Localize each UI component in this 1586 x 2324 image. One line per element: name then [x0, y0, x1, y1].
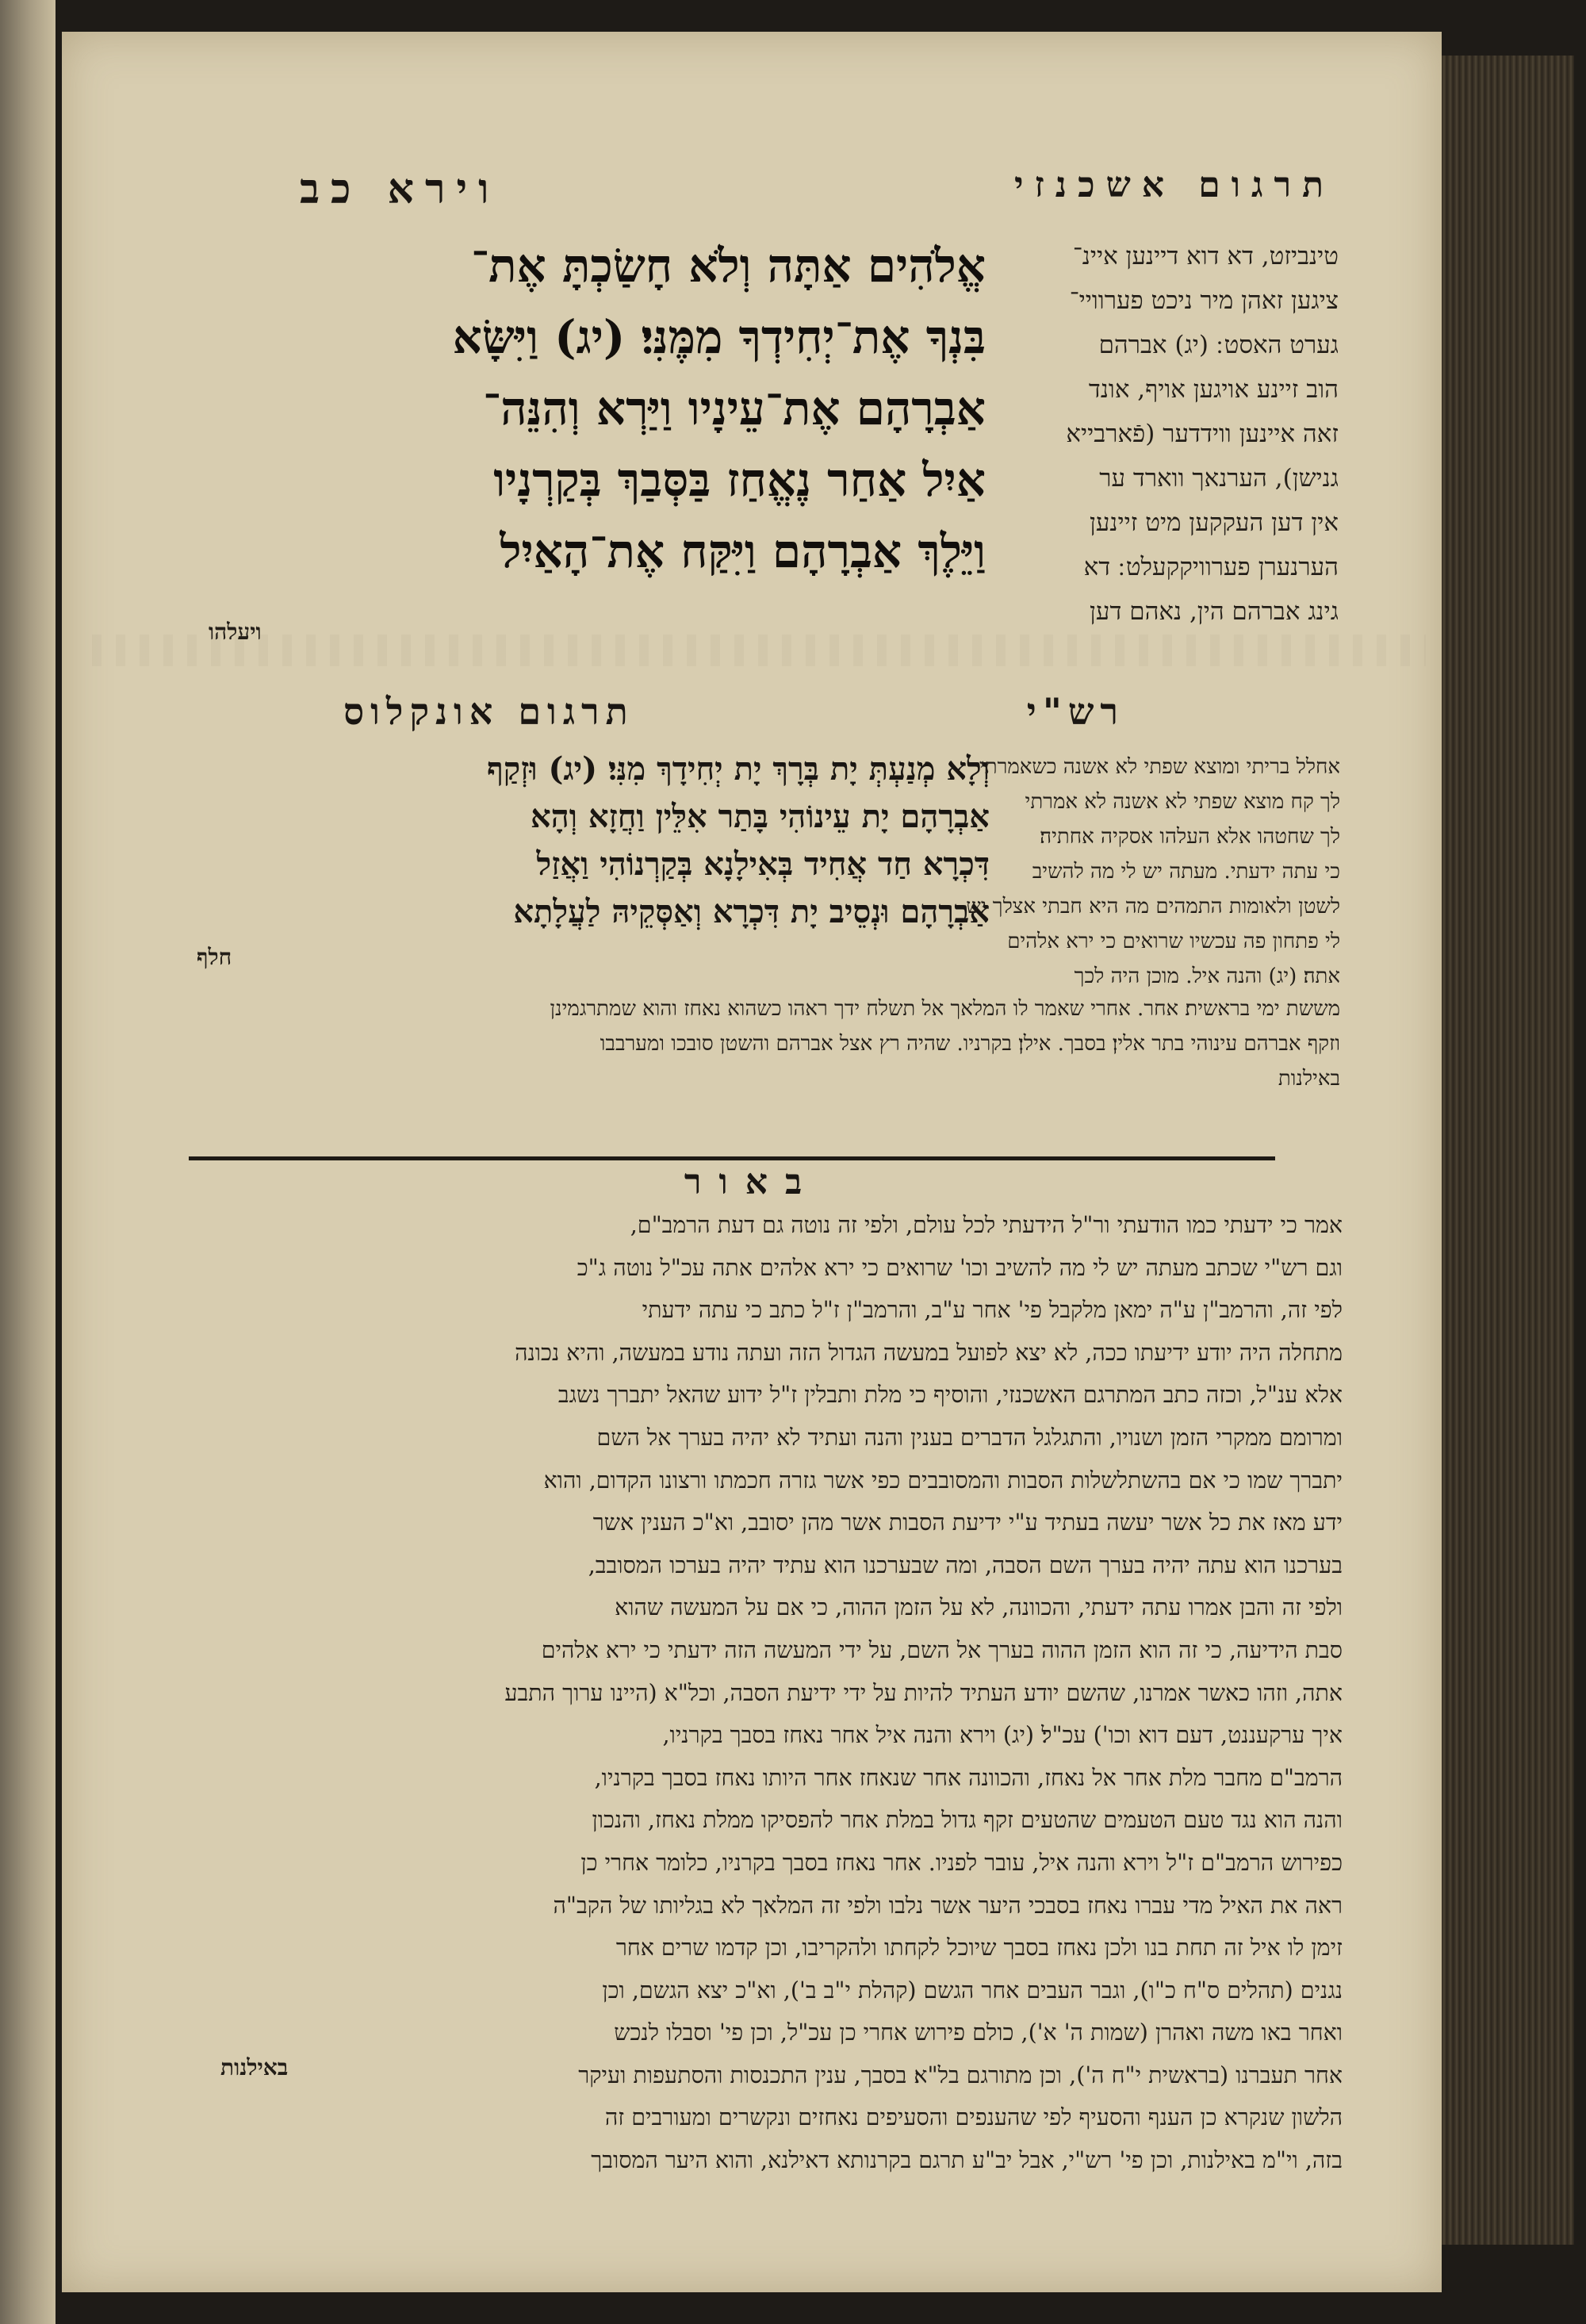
- header-parsha-chapter: וירא כב: [300, 165, 500, 213]
- torah-line: אַבְרָהָם אֶת־עֵינָיו וַיַּרְא וְהִנֵּה־: [483, 382, 986, 435]
- biur-catchword: באילנות: [220, 2054, 289, 2080]
- rashi-line: באילנות: [1278, 1067, 1340, 1091]
- rashi-line: כי עתה ידעתי. מעתה יש לי מה להשיב: [1032, 860, 1340, 884]
- rashi-line: וזקף אברהם עינוהי בתר אלין׃ בסבך. אילן׃ בקרניו. שהיה רץ אצל אברהם והשטן סובכו ומערבבו: [600, 1032, 1340, 1056]
- previous-page-edge: [0, 0, 56, 2324]
- header-biur: באור: [684, 1162, 820, 1202]
- biur-line: מתחלה היה יודע ידיעתו ככה, לא יצא לפועל במעשה הגדול הזה ועתה נודע במעשה, והיא נכונה: [515, 1339, 1343, 1366]
- rashi-line: מששת ימי בראשית׃ אחר. אחרי שאמר לו המלאך אל תשלח ידך ראהו כשהוא נאחז והוא שמתרגמינן: [550, 997, 1340, 1021]
- biur-line: אחר תעברנו (בראשית י"ח ה'), וכן מתורגם בל"א׃ בסבך, ענין התכנסות והסתעפות ועיקר: [578, 2061, 1343, 2088]
- rashi-line: לך שחטהו אלא העלהו אסקיה אחתיה׃: [1040, 825, 1340, 849]
- rashi-line: לשטן ולאומות התמהים מה היא חבתי אצלך יש: [966, 895, 1340, 918]
- biur-line: והנה הוא נגד טעם הטעמים שהטעים זקף גדול במלת אחר להפסיקו ממלת נאחז, והנכון: [592, 1807, 1343, 1834]
- german-line: זאה איינען ווידדער (פֿארבייא: [1066, 420, 1339, 448]
- torah-line: וַיֵּלֶךְ אַבְרָהָם וַיִּקַּח אֶת־הָאַיִל: [500, 524, 986, 578]
- german-line: ציגען זאהן מיר ניכט פערוויי־: [1069, 286, 1339, 315]
- rashi-full-width: [254, 991, 1340, 1096]
- onkelos-line: אַבְרָהָם יָת עֵינוֹהִי בָּתַר אִלֵּין וַחֲזָא וְהָא: [531, 798, 990, 835]
- biur-commentary: [244, 1204, 1343, 2182]
- book-page: [62, 32, 1442, 2292]
- bleed-through-text: [1339, 190, 1426, 222]
- german-line: גינג אברהם הין, נאהם דען: [1090, 597, 1339, 626]
- torah-catchword: ויעלהו: [209, 619, 262, 645]
- rashi-line: לי פתחון פה עכשיו שרואים כי ירא אלהים: [1007, 930, 1340, 953]
- biur-line: כפירוש הרמב"ם ז"ל וירא והנה איל, עובר לפניו. אחר נאחז בסבך בקרניו, כלומר אחרי כן: [580, 1849, 1343, 1876]
- german-line: גערט האסט ׃ (יג) אברהם: [1098, 331, 1339, 359]
- biur-line: בזה, וי"מ באילנות, וכן פי' רש"י, אבל יב"ע תרגם בקרנותא דאילנא, והוא היער המסובך: [591, 2147, 1343, 2174]
- torah-line: בִּנְךָ אֶת־יְחִידְךָ מִמֶּנִּי׃ (יג) וַיִּשָּׂא: [452, 310, 986, 364]
- biur-line: איך ערקעננט, דעם דוא וכו') עכ"ל׃ (יג) וירא והנה איל אחר נאחז בסבך בקרניו,: [662, 1722, 1343, 1749]
- onkelos-line: אַבְרָהָם וּנְסֵיב יָת דִּכְרָא וְאַסְּקֵיהּ לַעֲלָתָא: [513, 893, 990, 930]
- torah-line: אַיִל אַחַר נֶאֱחַז בַּסְּבַךְ בְּקַרְנָיו: [493, 453, 986, 507]
- biur-line: בערכנו הוא עתה יהיה בערך השם הסבה, ומה שבערכנו הוא עתיד יהיה בערכו המסובב,: [588, 1551, 1343, 1578]
- biur-line: ראה את האיל מדי עברו נאחז בסבכי היער אשר נלבו ולפי זה המלאך לא בגליותו של הקב"ה: [553, 1892, 1343, 1919]
- header-onkelos: תרגום אונקלוס: [343, 690, 634, 733]
- biur-line: ומרומם ממקרי הזמן ושנויו, והתגלגל הדברים בענין והנה ועתיד לא יהיה בערך אל השם: [596, 1424, 1343, 1451]
- german-translation-column: [998, 234, 1339, 678]
- torah-text-column: [185, 230, 986, 587]
- biur-line: סבת הידיעה, כי זה הוא הזמן ההוה בערך אל השם, על ידי המעשה הזה ידעתי כי ירא אלהים: [541, 1636, 1343, 1663]
- german-line: גנישן), הערנאך ווארד ער: [1099, 464, 1339, 493]
- onkelos-catchword: חלף: [197, 944, 232, 970]
- biur-line: אלא ענ"ל, וכזה כתב המתרגם האשכנזי, והוסיף כי מלת ותבלין ז"ל ידוע שהאל יתברך נשגב: [557, 1382, 1343, 1409]
- biur-line: זימן לו איל זה תחת בנו ולכן נאחז בסבך שיוכל לקחתו ולהקריבו, וכן קדמו שרים אחר: [615, 1935, 1343, 1962]
- book-page-edges: [1427, 56, 1574, 2245]
- biur-line: הרמב"ם מחבר מלת אחר אל נאחז, והכוונה אחר שנאחז אחר היותו נאחז בסבך בקרניו,: [594, 1764, 1343, 1791]
- biur-line: אמר כי ידעתי כמו הודעתי ור"ל הידעתי לכל עולם, ולפי זה נוטה גם דעת הרמב"ם,: [630, 1212, 1343, 1238]
- german-line: טינביזט, דא דוא דיינען איינ־: [1072, 242, 1339, 270]
- biur-line: ולפי זה והבן אמרו עתה ידעתי, והכוונה, לא על הזמן ההוה, כי אם על המעשה שהוא: [615, 1594, 1343, 1621]
- biur-line: נגנים (תהלים ס"ח כ"ו), וגבר העבים אחר הגשם (קהלת י"ב ב'), וא"כ יצא הגשם, וכן: [602, 1977, 1343, 2004]
- rashi-line: לך קח מוצא שפתי לא אשנה לא אמרתי: [1025, 790, 1340, 814]
- rashi-line: אתה׃ (יג) והנה איל. מוכן היה לכך: [1074, 964, 1340, 988]
- german-line: אין דען העקקען מיט זיינען: [1089, 508, 1339, 537]
- header-rashi: רש"י: [1026, 690, 1124, 733]
- onkelos-column: [185, 746, 990, 936]
- rashi-column: [960, 750, 1340, 994]
- german-line: הערנערן פערוויקקעלט ׃ דא: [1083, 553, 1339, 581]
- rashi-line: אחלל בריתי ומוצא שפתי לא אשנה כשאמרתי: [979, 755, 1340, 779]
- header-german-translation: תרגום אשכנזי: [1013, 165, 1335, 205]
- biur-line: אתה, וזהו כאשר אמרנו, שהשם יודע העתיד להיות על ידי ידיעת הסבה, וכל"א (היינו ערוך התבע: [504, 1679, 1343, 1706]
- biur-line: הלשון שנקרא כן הענף והסעיף לפי שהענפים והסעיפים נאחזים ונקשרים ומעורבים זה: [604, 2104, 1343, 2131]
- onkelos-line: וְלָא מְנַעְתְּ יָת בְּרָךְ יָת יְחִידָךְ מִנִּי׃ (יג) וּזְקַף: [487, 750, 990, 788]
- torah-line: אֱלֹהִים אַתָּה וְלֹא חָשַׂכְתָּ אֶת־: [470, 239, 986, 293]
- german-line: הוב זיינע אויגען אויף, אונד: [1088, 375, 1339, 404]
- biur-line: וגם רש"י שכתב מעתה יש לי מה להשיב וכו' שרואים כי ירא אלהים אתה עכ"ל נוטה ג"כ: [577, 1254, 1343, 1281]
- onkelos-line: דִּכְרָא חַד אֲחִיד בְּאִילָנָא בְּקַרְנוֹהִי וַאֲזַל: [536, 846, 990, 883]
- biur-line: לפי זה, והרמב"ן ע"ה ימאן מלקבל פי' אחר ע"ב, והרמב"ן ז"ל כתב כי עתה ידעתי: [642, 1297, 1343, 1324]
- biur-line: ידע מאז את כל אשר יעשה בעתיד ע"י ידיעת הסבות אשר מהן יסובב, וא"כ הענין אשר: [592, 1509, 1343, 1536]
- biur-line: יתברך שמו כי אם בהשתלשלות הסבות והמסובבים כפי אשר גזרה חכמתו ורצונו הקדום, והוא: [543, 1467, 1343, 1494]
- biur-line: ואחר באו משה ואהרן (שמות ה' א'), כולם פירוש אחרי כן עכ"ל, וכן פי' וסבלו לנכש: [614, 2019, 1343, 2046]
- section-divider-rule: [189, 1156, 1275, 1160]
